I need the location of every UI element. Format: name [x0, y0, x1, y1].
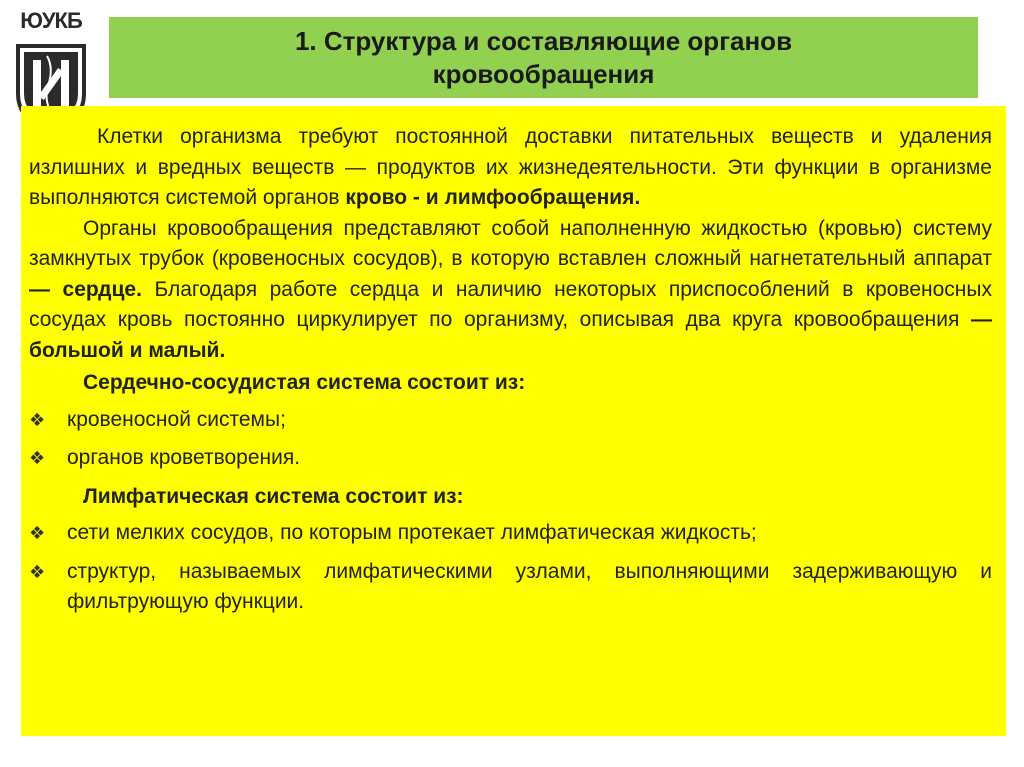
diamond-bullet-icon: ❖ [29, 523, 46, 543]
content-panel [21, 106, 1006, 736]
paragraph-2-text-cont: Благодаря работе сердца и наличию некоторых приспособлений в кровеносных сосудах кровь постоянно циркулирует по организму, описывая два круга кровообращения [29, 277, 992, 331]
list-item-text: кровеносной системы; [67, 407, 286, 431]
list-item [29, 518, 992, 549]
title-banner [109, 17, 978, 98]
title-line-2: кровообращения [432, 58, 655, 89]
paragraph-2-bold-circles: — большой и малый. [29, 308, 992, 362]
paragraph-1-bold: крово - и лимфообращения. [345, 186, 641, 209]
diamond-bullet-icon: ❖ [29, 561, 46, 582]
diamond-bullet-icon: ❖ [29, 409, 46, 430]
list-item-text: органов кроветворения. [67, 446, 301, 469]
page-title [295, 25, 792, 91]
list-item [29, 557, 992, 618]
list-item [29, 443, 992, 474]
list-item-text: структур, называемых лимфатическими узлами, выполняющими задерживающую и фильтрующую функции. [67, 559, 992, 613]
paragraph-2 [29, 214, 992, 367]
heading-lymph: Лимфатическая система состоит из: [83, 484, 464, 508]
list-item [29, 405, 992, 436]
title-line-1: 1. Структура и составляющие органов [294, 25, 793, 56]
paragraph-2-bold-heart: — сердце. [29, 277, 142, 301]
logo-text: ЮУКБ [20, 8, 82, 33]
lymph-list [29, 518, 992, 618]
diamond-bullet-icon: ❖ [29, 448, 46, 468]
paragraph-1 [29, 122, 992, 214]
cardio-list [29, 405, 992, 474]
heading-cardio: Сердечно-сосудистая система состоит из: [83, 371, 526, 394]
paragraph-1-text: Клетки организма требуют постоянной доставки питательных веществ и удаления излишних и вредных веществ — продуктов их жизнедеятельности. Эти функции в организме выполняются системой органов [29, 125, 992, 209]
list-item-text: сети мелких сосудов, по которым протекает лимфатическая жидкость; [67, 521, 757, 544]
paragraph-2-text: Органы кровообращения представляют собой наполненную жидкостью (кровью) систему замкнутых трубок (кровеносных сосудов), в которую вставлен сложный нагнетательный аппарат [29, 216, 992, 270]
